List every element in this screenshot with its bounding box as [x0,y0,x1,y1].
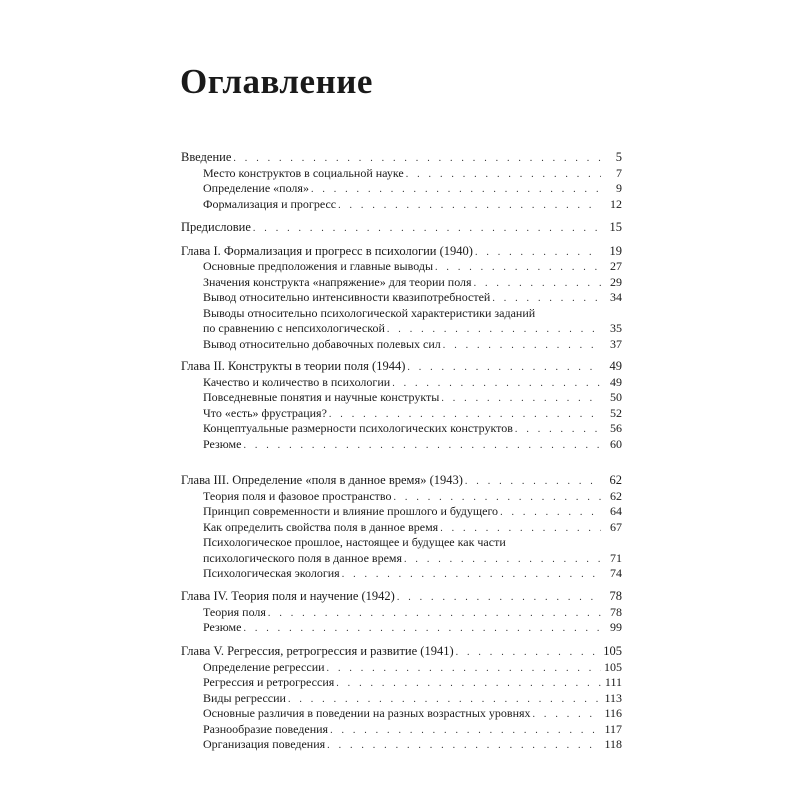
toc-entry-page: 78 [601,589,622,605]
toc-entry-page: 117 [601,722,622,738]
dot-leader [327,661,601,677]
toc-subentry[interactable] [181,337,622,353]
toc-entry-label: Место конструктов в социальной науке [203,165,404,180]
dot-leader [397,590,601,606]
toc-entry-page: 35 [601,321,622,337]
toc-entry-label-line1: Выводы относительно психологической характеристики заданий [203,305,536,320]
dot-leader [441,391,601,407]
dot-leader [440,521,601,537]
toc-entry-page: 67 [601,520,622,536]
toc-entry-page: 52 [601,406,622,422]
toc-entry-label: Теория поля и фазовое пространство [203,488,392,503]
toc-subentry[interactable] [181,406,622,422]
toc-subentry[interactable] [181,489,622,505]
toc-entry-label: Резюме [203,620,242,634]
toc-entry-chapter-5[interactable] [181,644,622,660]
toc-entry-label: Что «есть» фрустрация? [203,405,327,420]
toc-entry-page: 49 [601,359,622,375]
toc-entry-label: Глава V. Регрессия, ретрогрессия и развитие (1941) [181,644,454,658]
toc-entry-chapter-1[interactable] [181,244,622,260]
dot-leader [243,438,601,454]
toc-entry-label: Разнообразие поведения [203,721,329,736]
toc-entry-label: Значения конструкта «напряжение» для теории поля [203,274,472,289]
toc-entry-label: Как определить свойства поля в данное время [203,519,439,534]
dot-leader [474,276,601,292]
dot-leader [500,505,601,521]
toc-subentry[interactable] [181,504,622,520]
toc-subentry[interactable] [181,660,622,676]
dot-leader [327,738,601,754]
dot-leader [330,723,601,739]
toc-entry-page: 105 [600,644,622,660]
dot-leader [394,490,601,506]
dot-leader [329,407,601,423]
toc-subentry[interactable] [181,620,622,636]
toc-entry-page: 111 [601,675,622,691]
toc-subentry[interactable] [181,321,622,337]
toc-entry-page: 64 [601,504,622,520]
dot-leader [407,360,601,376]
toc-subentry[interactable] [181,520,622,536]
toc-entry-page: 29 [601,275,622,291]
toc-entry-page: 99 [601,620,622,636]
dot-leader [456,645,601,661]
toc-subentry[interactable] [181,290,622,306]
toc-subentry[interactable] [181,421,622,437]
dot-leader [311,182,601,198]
toc-entry-label: Глава II. Конструкты в теории поля (1944) [181,359,406,373]
dot-leader [475,245,601,261]
toc-entry-page: 62 [601,489,622,505]
toc-entry-label: Глава III. Определение «поля в данное время» (1943) [181,473,463,487]
dot-leader [338,198,601,214]
toc-subentry[interactable] [181,375,622,391]
toc-entry-label: Организация поведения [203,737,326,751]
toc-entry-label: Формализация и прогресс [203,196,337,211]
dot-leader [392,376,601,392]
toc-subentry[interactable] [181,437,622,453]
toc-entry-page: 34 [601,290,622,306]
toc-entry-label: Вывод относительно добавочных полевых сил [203,336,441,351]
toc-entry-page: 78 [601,605,622,621]
toc-entry-page: 118 [601,737,622,753]
page-title: Оглавление [180,62,373,101]
toc-entry-page: 50 [601,390,622,406]
toc-subentry[interactable] [181,566,622,582]
toc-entry-label: Повседневные понятия и научные конструкты [203,390,440,404]
toc-subentry[interactable] [181,197,622,213]
toc-entry-label: Глава IV. Теория поля и научение (1942) [181,589,395,603]
dot-leader [435,260,601,276]
toc-entry-label: Определение «поля» [203,181,309,195]
toc-subentry[interactable] [181,675,622,691]
toc-entry-intro[interactable] [181,150,622,166]
table-of-contents [181,150,622,753]
toc-entry-label: Регрессия и ретрогрессия [203,675,335,689]
dot-leader [243,621,601,637]
toc-entry-label: Введение [181,150,232,164]
toc-entry-page: 71 [601,551,622,567]
toc-entry-label-line1: Психологическое прошлое, настоящее и будущее как части [203,535,506,549]
dot-leader [515,422,601,438]
toc-subentry[interactable] [181,706,622,722]
toc-subentry[interactable] [181,259,622,275]
toc-entry-chapter-2[interactable] [181,359,622,375]
toc-entry-preface[interactable] [181,220,622,236]
toc-subentry[interactable] [181,737,622,753]
toc-entry-label: Принцип современности и влияние прошлого и будущего [203,504,499,518]
toc-subentry[interactable] [181,390,622,406]
toc-entry-label: Психологическая экология [203,566,340,580]
toc-entry-page: 12 [601,197,622,213]
toc-subentry[interactable] [181,691,622,707]
toc-subentry[interactable] [181,605,622,621]
dot-leader [253,221,601,237]
dot-leader [443,338,601,354]
toc-entry-page: 15 [601,220,622,236]
dot-leader [288,692,601,708]
toc-entry-page: 56 [601,421,622,437]
dot-leader [233,151,601,167]
toc-entry-page: 49 [601,375,622,391]
toc-entry-page: 116 [601,706,622,722]
toc-entry-page: 9 [601,181,622,197]
dot-leader [342,567,601,583]
dot-leader [336,676,601,692]
dot-leader [404,552,601,568]
toc-entry-page: 27 [601,259,622,275]
toc-entry-label: Виды регрессии [203,690,286,705]
toc-entry-label: Основные различия в поведении на разных возрастных уровнях [203,706,531,720]
toc-entry-page: 62 [601,473,622,489]
toc-subentry[interactable] [181,551,622,567]
toc-entry-label: Качество и количество в психологии [203,374,391,389]
toc-entry-page: 105 [601,660,622,676]
dot-leader [387,322,601,338]
toc-subentry[interactable] [181,181,622,197]
toc-entry-label: психологического поля в данное время [203,550,403,565]
toc-entry-label: Теория поля [203,604,266,619]
toc-entry-page: 74 [601,566,622,582]
toc-subentry[interactable] [181,722,622,738]
toc-entry-chapter-4[interactable] [181,589,622,605]
toc-subentry[interactable] [181,275,622,291]
toc-subentry[interactable] [181,166,622,182]
toc-entry-page: 113 [601,691,622,707]
toc-entry-chapter-3[interactable] [181,473,622,489]
toc-entry-page: 19 [601,244,622,260]
dot-leader [492,291,601,307]
toc-entry-label: по сравнению с непсихологической [203,321,385,335]
toc-entry-page: 37 [601,337,622,353]
toc-entry-label: Резюме [203,436,242,451]
dot-leader [465,474,601,490]
toc-entry-page: 7 [601,166,622,182]
toc-entry-label: Предисловие [181,220,251,234]
toc-entry-page: 60 [601,437,622,453]
dot-leader [406,167,601,183]
toc-entry-label: Определение регрессии [203,659,325,674]
toc-entry-label: Глава I. Формализация и прогресс в психологии (1940) [181,243,473,258]
dot-leader [268,606,601,622]
toc-entry-label: Вывод относительно интенсивности квазипотребностей [203,290,491,304]
toc-entry-page: 5 [601,150,622,166]
dot-leader [533,707,601,723]
toc-entry-label: Концептуальные размерности психологических конструктов [203,421,513,435]
toc-entry-label: Основные предположения и главные выводы [203,259,434,273]
